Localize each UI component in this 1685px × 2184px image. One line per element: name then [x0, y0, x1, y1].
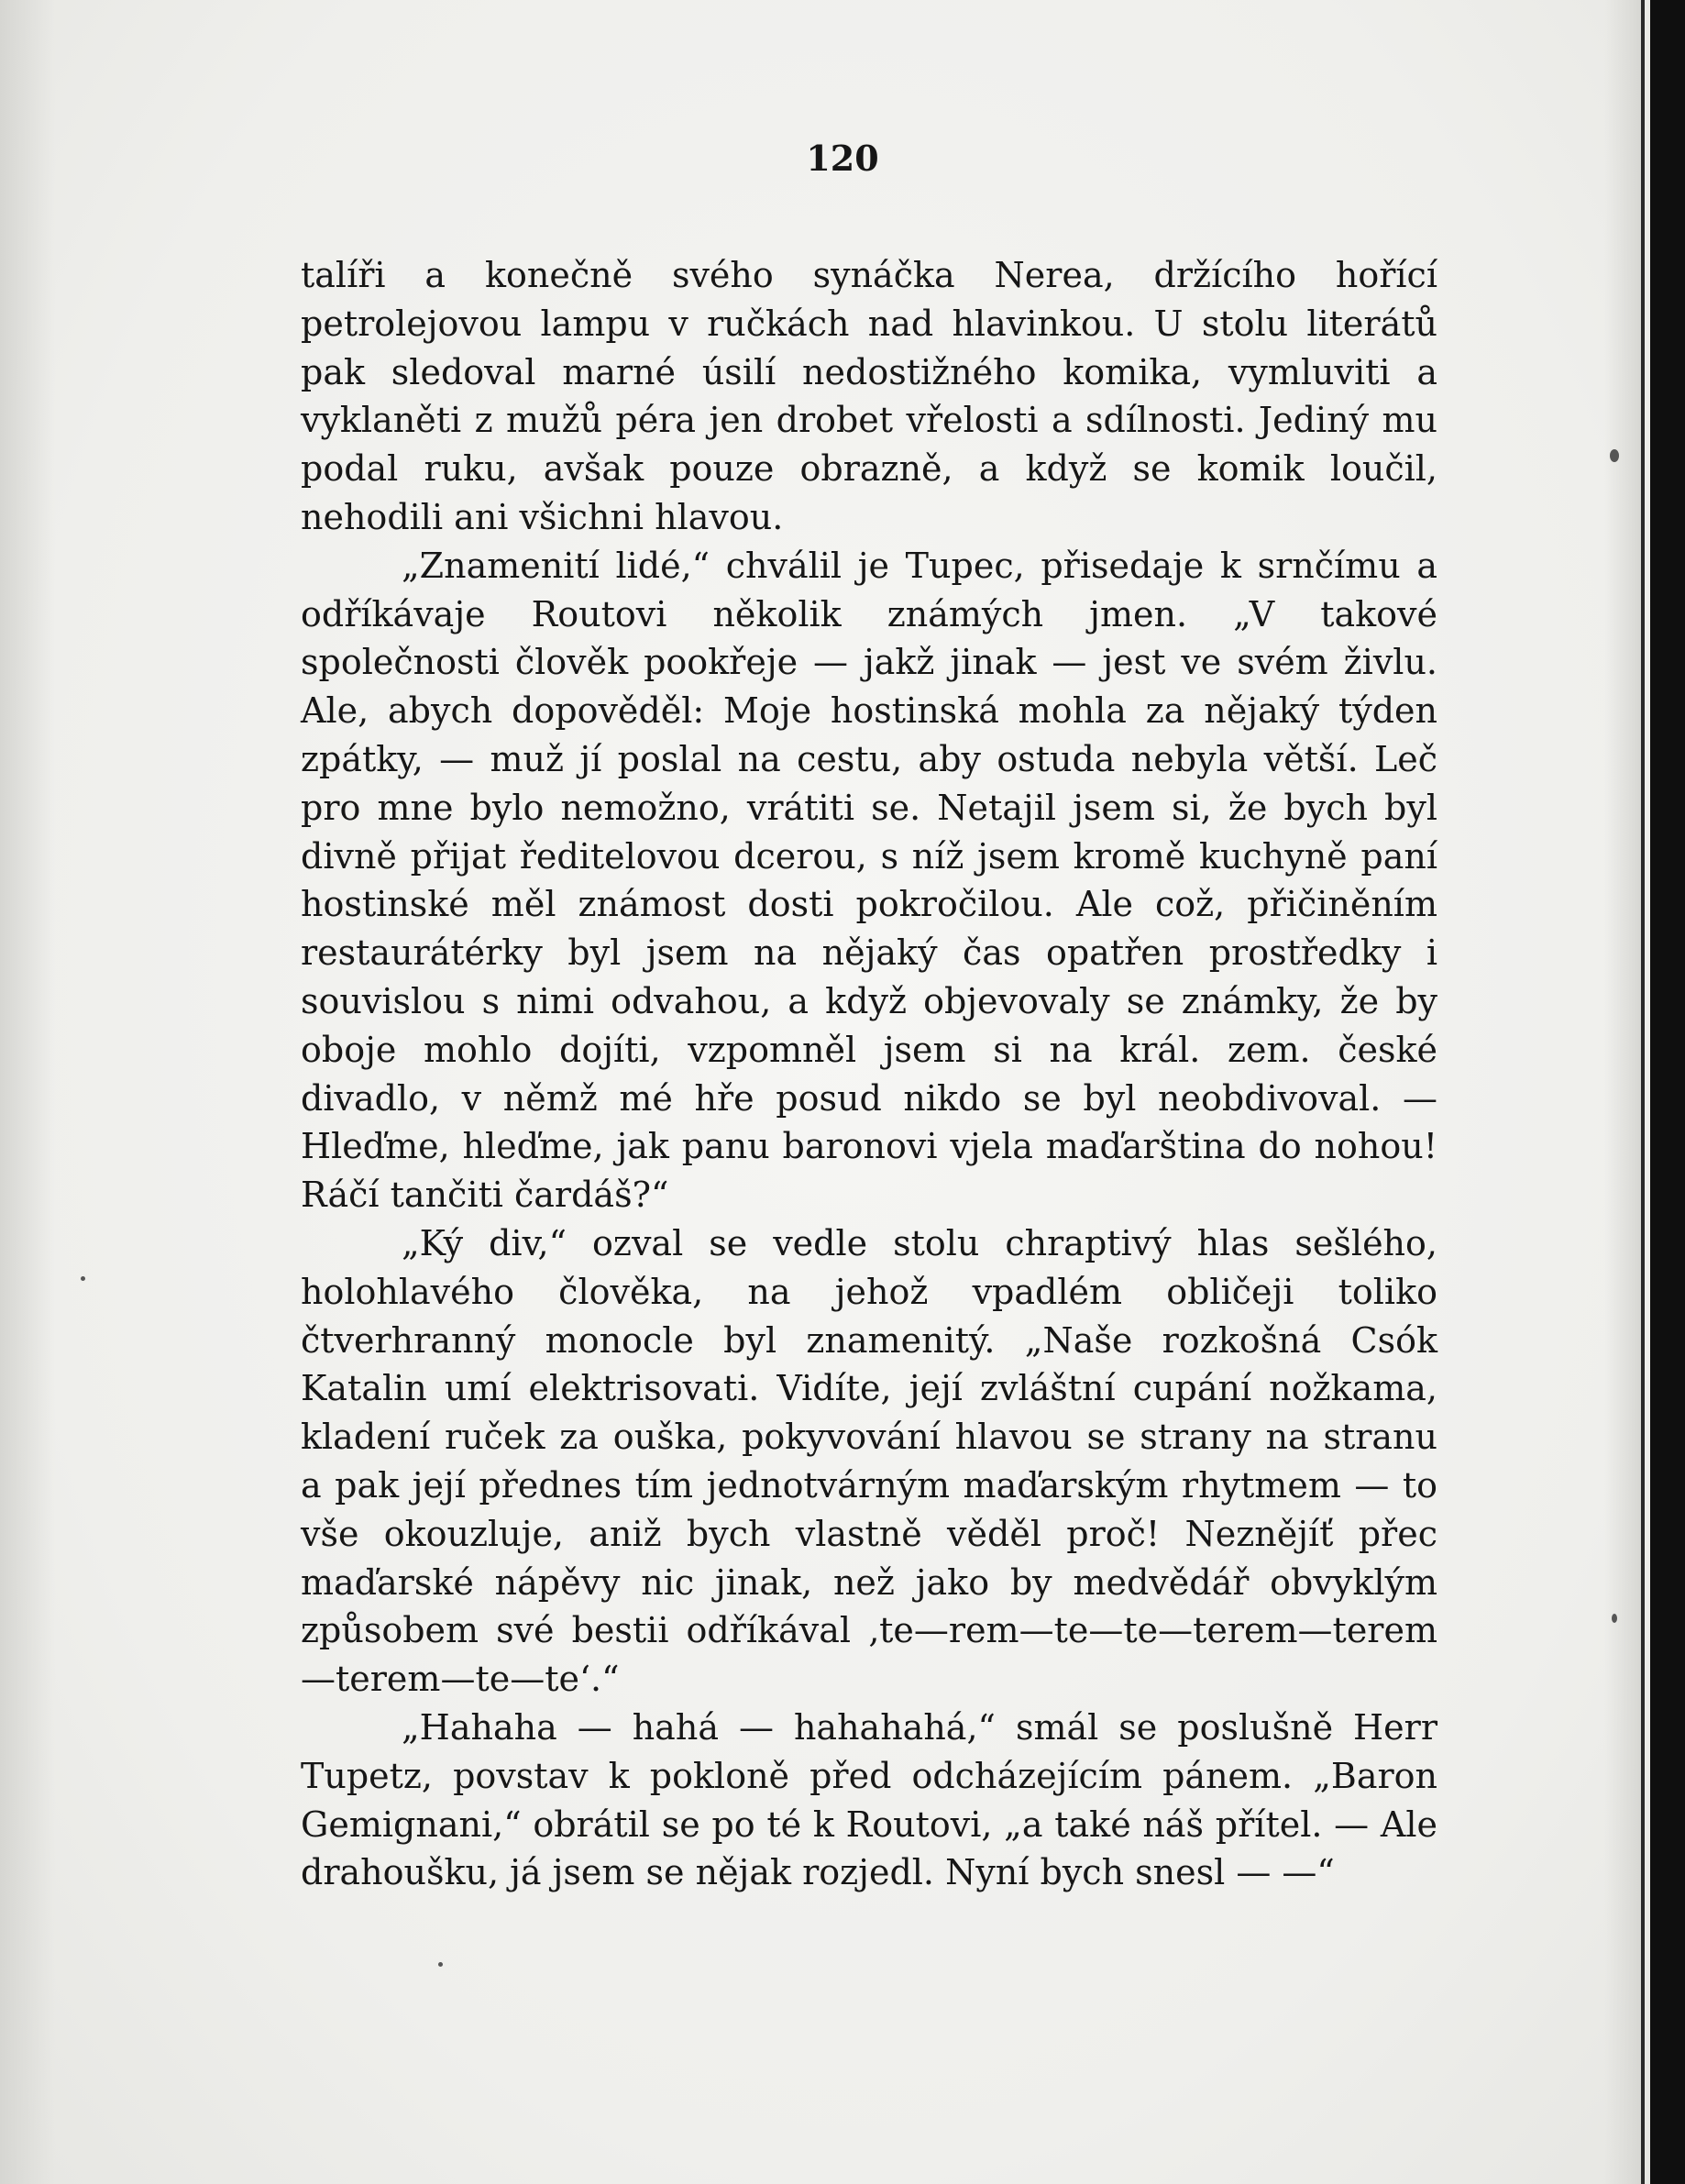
page-edge-line	[1641, 0, 1645, 2184]
page-number: 120	[806, 138, 879, 179]
scan-speck	[1612, 1614, 1617, 1623]
page-edge-shade	[1604, 0, 1641, 2184]
paragraph: „Hahaha — hahá — hahahahá,“ smál se poslušně Herr Tupetz, povstav k pokloně před odcházejícím pánem. „Baron Gemignani,“ obrátil se po té k Routovi, „a také náš přítel. — Ale drahoušku, já jsem se nějak rozjedl. Nyní bych snesl — —“	[301, 1706, 1437, 1893]
scan-speck	[1610, 449, 1619, 462]
body-text	[301, 251, 1437, 1897]
paragraph: „Znamenití lidé,“ chválil je Tupec, přisedaje k srnčímu a odříkávaje Routovi několik známých jmen. „V takové společnosti člověk pookřeje — jakž jinak — jest ve svém živlu. Ale, abych dopověděl: Moje hostinská mohla za nějaký týden zpátky, — muž jí poslal na cestu, aby ostuda nebyla větší. Leč pro mne bylo nemožno, vrátiti se. Netajil jsem si, že bych byl divně přijat ředitelovou dcerou, s níž jsem kromě kuchyně paní hostinské měl známost dosti pokročilou. Ale což, přičiněním restaurátérky byl jsem na nějaký čas opatřen prostředky i souvislou s nimi odvahou, a když objevovaly se známky, že by oboje mohlo dojíti, vzpomněl jsem si na král. zem. české divadlo, v němž mé hře posud nikdo se byl neobdivoval. — Hleďme, hleďme, jak panu baronovi vjela maďarština do nohou! Ráčí tančiti čardáš?“	[301, 545, 1437, 1216]
scan-speck	[438, 1962, 443, 1967]
binding-shadow	[0, 0, 55, 2184]
scan-border	[1650, 0, 1685, 2184]
scan-speck	[81, 1276, 85, 1281]
paragraph: talíři a konečně svého synáčka Nerea, držícího hořící petrolejovou lampu v ručkách nad hlavinkou. U stolu literátů pak sledoval marné úsilí nedostižného komika, vymluviti a vyklaněti z mužů péra jen drobet vřelosti a sdílnosti. Jediný mu podal ruku, avšak pouze obrazně, a když se komik loučil, nehodili ani všichni hlavou.	[301, 255, 1437, 537]
paragraph: „Ký div,“ ozval se vedle stolu chraptivý hlas sešlého, holohlavého člověka, na jehož vpadlém obličeji toliko čtverhranný monocle byl znamenitý. „Naše rozkošná Csók Katalin umí elektrisovati. Vidíte, její zvláštní cupání nožkama, kladení ruček za ouška, pokyvování hlavou se strany na stranu a pak její přednes tím jednotvárným maďarským rhytmem — to vše okouzluje, aniž bych vlastně věděl proč! Neznějíť přec maďarské nápěvy nic jinak, než jako by medvědář obvyklým způsobem své bestii odříkával ‚te—rem—te—te—terem—terem—terem—te—te‘.“	[301, 1222, 1437, 1700]
